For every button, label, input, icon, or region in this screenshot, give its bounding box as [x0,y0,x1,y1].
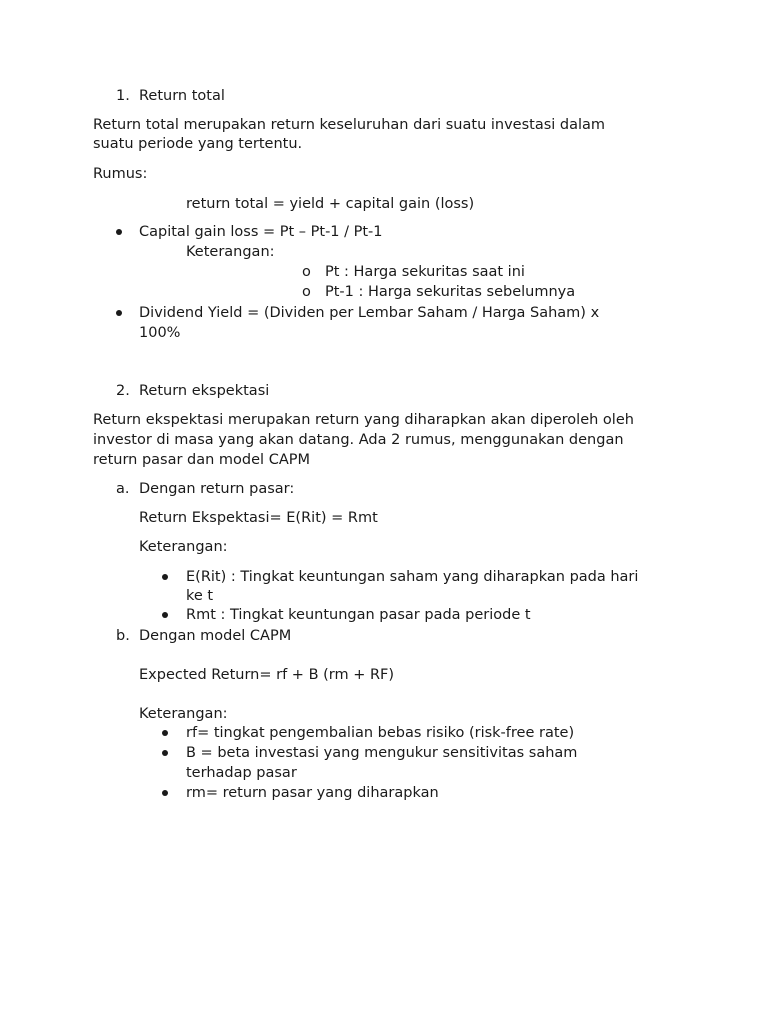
section-1-description-line-2: suatu periode yang tertentu. [93,136,303,152]
rumus-label: Rumus: [93,166,148,182]
capital-gain-formula: Capital gain loss = Pt – Pt-1 / Pt-1 [139,224,383,240]
bullet-icon [162,612,168,618]
part-b-formula: Expected Return= rf + B (rm + RF) [139,667,395,683]
beta-definition-line-2: terhadap pasar [186,765,297,781]
erit-definition-line-1: E(Rit) : Tingkat keuntungan saham yang diharapkan pada hari [186,569,639,585]
sub-bullet-marker: o [302,264,311,280]
part-b-title: Dengan model CAPM [139,628,292,644]
part-a-title: Dengan return pasar: [139,481,295,497]
section-2-heading: Return ekspektasi [139,383,270,399]
bullet-icon [116,229,122,235]
dividend-yield-formula-line-2: 100% [139,325,181,341]
beta-definition-line-1: B = beta investasi yang mengukur sensitivitas saham [186,745,578,761]
section-2-description-line-1: Return ekspektasi merupakan return yang diharapkan akan diperoleh oleh [93,412,634,428]
section-1-description-line-1: Return total merupakan return keseluruhan dari suatu investasi dalam [93,117,606,133]
section-2-description-line-3: return pasar dan model CAPM [93,452,310,468]
pt-definition: Pt : Harga sekuritas saat ini [325,264,525,280]
pt-1-definition: Pt-1 : Harga sekuritas sebelumnya [325,284,576,300]
rmt-definition: Rmt : Tingkat keuntungan pasar pada periode t [186,607,531,623]
part-a-marker: a. [116,481,130,497]
bullet-icon [162,730,168,736]
section-1-heading: Return total [139,88,225,104]
bullet-icon [162,790,168,796]
rf-definition: rf= tingkat pengembalian bebas risiko (risk-free rate) [186,725,575,741]
part-a-formula: Return Ekspektasi= E(Rit) = Rmt [139,510,378,526]
rm-definition: rm= return pasar yang diharapkan [186,785,439,801]
section-2-description-line-2: investor di masa yang akan datang. Ada 2 rumus, menggunakan dengan [93,432,624,448]
section-1-number: 1. [116,88,130,104]
bullet-icon [162,750,168,756]
part-b-marker: b. [116,628,130,644]
bullet-icon [162,574,168,580]
bullet-icon [116,310,122,316]
sub-bullet-marker: o [302,284,311,300]
section-2-number: 2. [116,383,130,399]
erit-definition-line-2: ke t [186,588,214,604]
capital-gain-keterangan-label: Keterangan: [186,244,275,260]
part-a-keterangan-label: Keterangan: [139,539,228,555]
part-b-keterangan-label: Keterangan: [139,706,228,722]
dividend-yield-formula-line-1: Dividend Yield = (Dividen per Lembar Saham / Harga Saham) x [139,305,600,321]
return-total-formula: return total = yield + capital gain (loss) [186,196,475,212]
